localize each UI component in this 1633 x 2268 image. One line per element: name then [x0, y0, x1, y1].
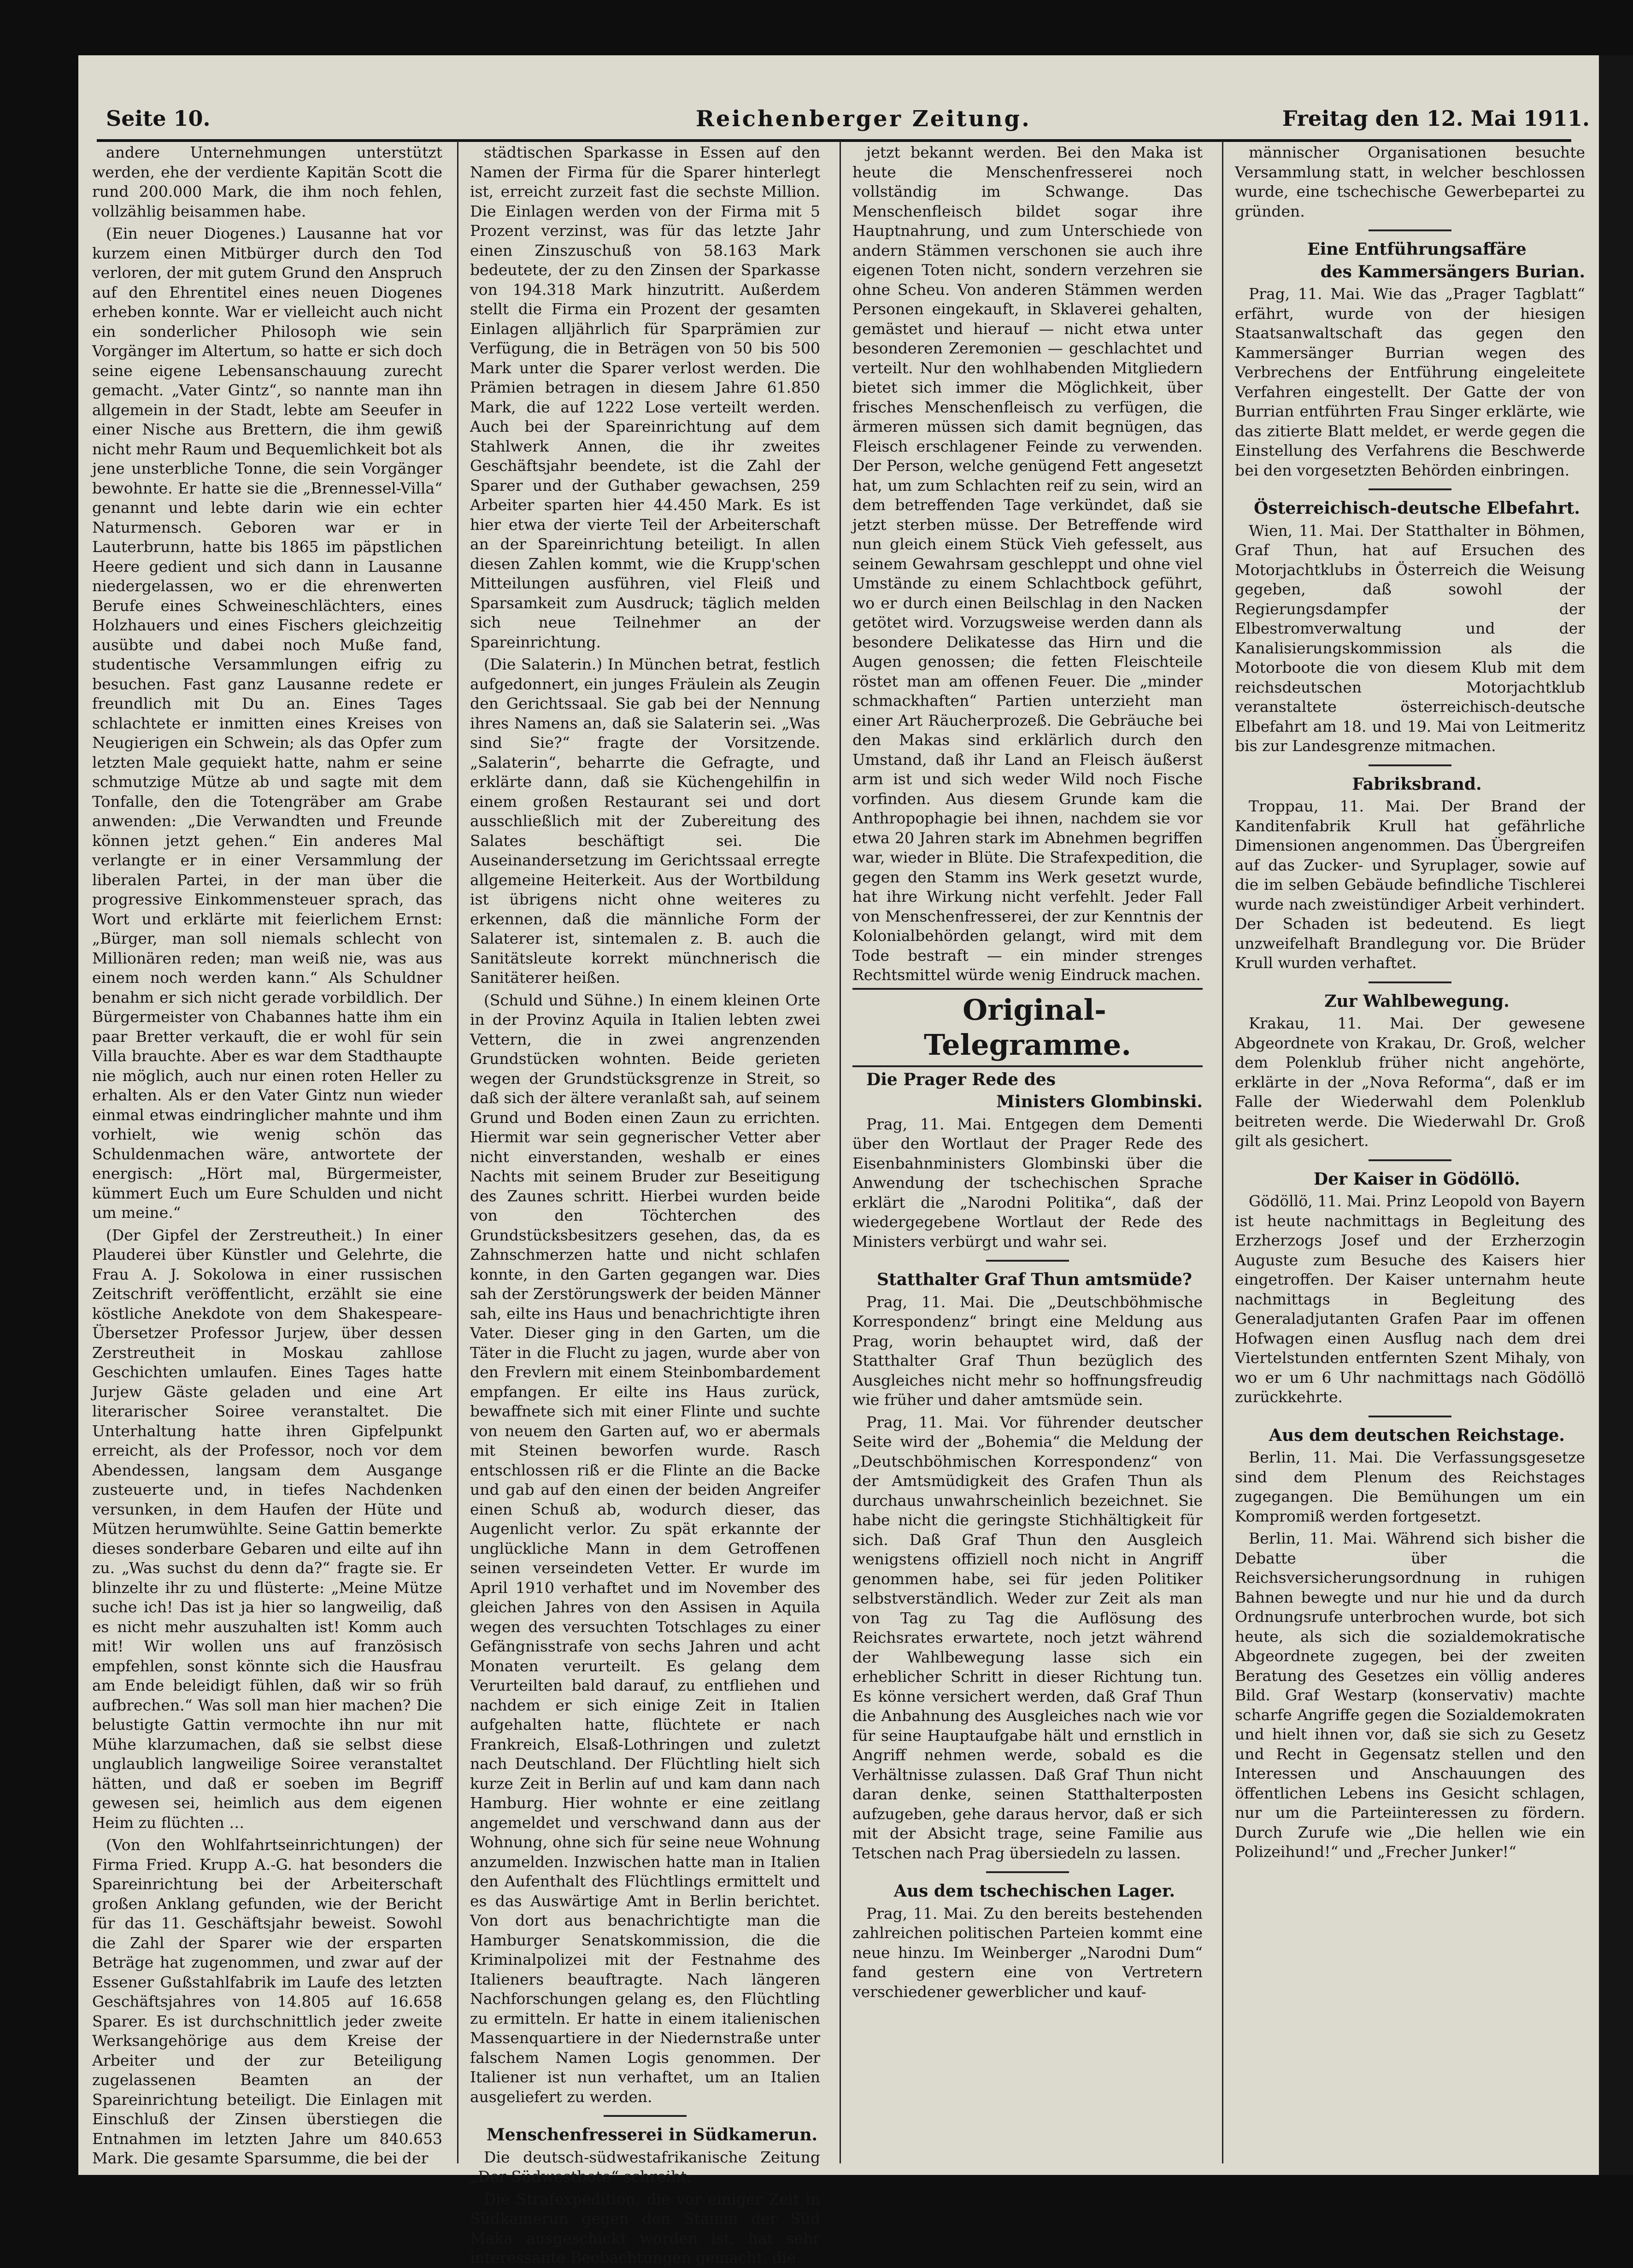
- newspaper-page: [78, 55, 1599, 2267]
- headline-prager-rede: Die Prager Rede des: [866, 1069, 1056, 1089]
- article-paragraph: andere Unternehmungen unterstützt werden, ehe der verdiente Kapitän Scott die rund 200.000 Mark, die ihm noch fehlen, vollzählig beisammen habe.: [92, 143, 442, 220]
- headline-kaiser: Der Kaiser in Gödöllö.: [1313, 1169, 1521, 1189]
- separator: [604, 2115, 687, 2117]
- article-paragraph: Prag, 11. Mai. Entgegen dem Dementi über den Wortlaut der Prager Rede des Eisenbahnministers Glombinski über die Anwendung der tschechischen Sprache erklärt die „Narodni Politika“, daß der wiedergegebene Wortlaut der Rede des Ministers verbürgt und wahr sei.: [852, 1115, 1203, 1251]
- separator: [986, 1260, 1069, 1262]
- article-paragraph: Die Strafexpedition, die vor einiger Zeit in Südkamerun gegen den Stamm der Süd Maka ausgeschickt worden ist, hat sehr interessante Beobachtungen gemacht, die: [470, 2190, 820, 2267]
- page-header: [97, 106, 1617, 143]
- article-paragraph: Berlin, 11. Mai. Während sich bisher die Debatte über die Reichsversicherungsordnung in ruhigen Bahnen bewegte und nur hie und da durch Ordnungsrufe unterbrochen wurde, bot sich heute, als sich die sozialdemokratische Abgeordnete zugegen, bei der zweiten Beratung des Gesetzes ein völlig anderes Bild. Graf Westarp (konservativ) machte scharfe Angriffe gegen die Sozialdemokraten und hielt ihnen vor, daß sie sich zu Gesetz und Recht in Gegensatz stellen und den Interessen und Anschauungen des öffentlichen Lebens ins Gesicht schlagen, nur um die Parteiinteressen zu fördern. Durch Zurufe wie „Die hellen wie ein Polizeihund!“ und „Frecher Junker!“: [1235, 1529, 1585, 1861]
- separator: [1369, 981, 1451, 983]
- headline-menschenfresserei: Menschenfresserei in Südkamerun.: [486, 2125, 818, 2145]
- column-divider: [1222, 141, 1223, 2163]
- article-paragraph: Krakau, 11. Mai. Der gewesene Abgeordnete von Krakau, Dr. Groß, welcher dem Polenklub früher nicht angehörte, erklärte in der „Nova Reforma“, daß er im Falle der Wiederwahl dem Polenklub beitreten werde. Die Wiederwahl Dr. Groß gilt als gesichert.: [1235, 1014, 1585, 1150]
- separator: [1369, 764, 1451, 766]
- column-2: [470, 143, 820, 2267]
- article-paragraph: Berlin, 11. Mai. Die Verfassungsgesetze sind dem Plenum des Reichstages zugegangen. Die Bemühungen um ein Kompromiß werden fortgesetzt.: [1235, 1448, 1585, 1525]
- article-diogenes: (Ein neuer Diogenes.) Lausanne hat vor kurzem einen Mitbürger durch den Tod verloren, der mit gutem Grund den Anspruch auf den Ehrentitel eines neuen Diogenes erheben konnte. War er vielleicht auch nicht ein sonderlicher Philosoph wie sein Vorgänger im Altertum, so hatte er sich doch seine eigene Lebensanschauung zurecht gemacht. „Vater Gintz“, so nannte man ihn allgemein in der Stadt, lebte am Seeufer in einer Nische aus Brettern, die ihm gewiß nicht mehr Raum und Bequemlichkeit bot als jene unsterbliche Tonne, die sein Vorgänger bewohnte. Er hatte sie die „Brennessel-Villa“ genannt und lebte darin wie ein echter Naturmensch. Geboren war er in Lauterbrunn, hatte bis 1865 im päpstlichen Heere gedient und sich dann in Lausanne niedergelassen, wo er die ehrenwerten Berufe eines Schweineschlächters, eines Holzhauers und eines Fischers gleichzeitig ausübte und dabei noch Muße fand, studentische Versammlungen eifrig zu besuchen. Fast ganz Lausanne redete er freundlich mit Du an. Eines Tages schlachtete er inmitten eines Kreises von Neugierigen ein Schwein; als das Opfer zum letzten Male gequiekt hatte, nahm er seine schmutzige Mütze ab und sagte mit dem Tonfalle, den die Totengräber am Grabe anwenden: „Die Verwandten und Freunde können jetzt gehen.“ Ein anderes Mal verlangte er in einer Versammlung der liberalen Partei, in der man über die progressive Einkommensteuer sprach, das Wort und erklärte mit feierlichem Ernst: „Bürger, man soll niemals schlecht von Millionären reden; man weiß nie, was aus einem noch werden kann.“ Als Schuldner benahm er sich nicht gerade vorbildlich. Der Bürgermeister von Chabannes hatte ihm ein paar Bretter verkauft, die er wohl für sein Villa brauchte. Aber es war dem Stadthaupte nie möglich, auch nur einen roten Heller zu erhalten. Als er den Vater Gintz nun wieder einmal etwas eindringlicher mahnte und ihm vorhielt, wie wenig schön das Schuldenmachen wäre, antwortete der energisch: „Hört mal, Bürgermeister, kümmert Euch um Eure Schulden und nicht um meine.“: [92, 224, 442, 1222]
- newspaper-title: Reichenberger Zeitung.: [696, 106, 1031, 132]
- headline-entfuehrung: Eine Entführungsaffäre: [1307, 240, 1527, 259]
- article-paragraph: Troppau, 11. Mai. Der Brand der Kanditenfabrik Krull hat gefährliche Dimensionen angenommen. Das Übergreifen auf das Zucker- und Syruplager, sowie auf die im selben Gebäude befindliche Tischlerei wurde nach zweistündiger Arbeit verhindert. Der Schaden ist bedeutend. Es liegt unzweifelhaft Brandlegung vor. Die Brüder Krull wurden verhaftet.: [1235, 797, 1585, 972]
- article-paragraph: Gödöllö, 11. Mai. Prinz Leopold von Bayern ist heute nachmittags in Begleitung des Erzherzogs Josef und der Erzherzogin Auguste zum Besuche des Kaisers hier eingetroffen. Der Kaiser unternahm heute nachmittags in Begleitung des Generaladjutanten Grafen Paar im offenen Hofwagen einen Ausflug nach dem drei Viertelstunden entfernten Szent Mihaly, von wo er um 6 Uhr nachmittags nach Gödöllö zurückkehrte.: [1235, 1192, 1585, 1406]
- article-paragraph: Prag, 11. Mai. Zu den bereits bestehenden zahlreichen politischen Parteien kommt eine neue hinzu. Im Weinberger „Narodni Dum“ fand gestern eine von Vertretern verschiedener gewerblicher und kauf-: [852, 1904, 1203, 2001]
- article-paragraph: Die deutsch-südwestafrikanische Zeitung „Der Südwestbote“ schreibt:: [470, 2148, 820, 2186]
- article-salaterin: (Die Salaterin.) In München betrat, festlich aufgedonnert, ein junges Fräulein als Zeugin den Gerichtssaal. Sie gab bei der Nennung ihres Namens an, daß sie Salaterin sei. „Was sind Sie?“ fragte der Vorsitzende. „Salaterin“, beharrte die Gefragte, und erklärte dann, daß sie Küchengehilfin in einem großen Restaurant sei und dort ausschließlich mit der Zubereitung des Salates beschäftigt sei. Die Auseinandersetzung im Gerichtssaal erregte allgemeine Heiterkeit. Aus der Wortbildung ist übrigens nicht ohne weiteres zu erkennen, daß die männliche Form der Salaterer ist, sintemalen z. B. auch die Sanitätsleute korrekt münchnerisch die Sanitäterer heißen.: [470, 655, 820, 987]
- separator: [1369, 229, 1451, 231]
- headline-reichstag: Aus dem deutschen Reichstage.: [1269, 1425, 1565, 1445]
- page-number: Seite 10.: [106, 106, 211, 131]
- column-3: [852, 143, 1203, 2161]
- article-paragraph: männischer Organisationen besuchte Versammlung statt, in welcher beschlossen wurde, eine tschechische Gewerbepartei zu gründen.: [1235, 143, 1585, 220]
- headline-statthalter: Statthalter Graf Thun amtsmüde?: [876, 1270, 1192, 1289]
- section-heading-telegrams: Original-Telegramme.: [852, 988, 1203, 1067]
- article-paragraph: städtischen Sparkasse in Essen auf den Namen der Firma für die Sparer hinterlegt ist, erreicht zurzeit fast die sechste Million. Die Einlagen werden von der Firma mit 5 Prozent verzinst, was für das letzte Jahr einen Zinszuschuß von 58.163 Mark bedeutete, der zu den Zinsen der Sparkasse von 194.318 Mark hinzutritt. Außerdem stellt die Firma ein Prozent der gesamten Einlagen alljährlich für Sparprämien zur Verfügung, die in Beträgen von 50 bis 500 Mark unter die Sparer verlost werden. Die Prämien betragen in diesem Jahre 61.850 Mark, die auf 1222 Lose verteilt werden. Auch bei der Spareinrichtung auf dem Stahlwerk Annen, die ihr zweites Geschäftsjahr beendete, ist die Zahl der Sparer und der Guthaber gewachsen, 259 Arbeiter sparten hier 44.450 Mark. Es ist hier etwa der vierte Teil der Arbeiterschaft an der Spareinrichtung beteiligt. In allen diesen Zahlen kommt, wie die Krupp'schen Mitteilungen ausführen, viel Fleiß und Sparsamkeit zum Ausdruck; täglich melden sich neue Teilnehmer an der Spareinrichtung.: [470, 143, 820, 651]
- separator: [1369, 1159, 1451, 1161]
- article-paragraph: Prag, 11. Mai. Vor führender deutscher Seite wird der „Bohemia“ die Meldung der „Deutschböhmischen Korrespondenz“ von der Amtsmüdigkeit des Grafen Thun als durchaus unwahrscheinlich bezeichnet. Sie habe nicht die geringste Stichhältigkeit für sich. Daß Graf Thun den Ausgleich wenigstens offiziell noch nicht in Angriff genommen habe, sei für jeden Politiker selbstverständlich. Weder zur Zeit als man von Tag zu Tag die Auflösung des Reichsrates erwartete, noch jetzt während der Wahlbewegung lasse sich ein erheblicher Schritt in dieser Richtung tun. Es könne versichert werden, daß Graf Thun die Anbahnung des Ausgleiches nach wie vor für seine Hauptaufgabe hält und ernstlich in Angriff nehmen werde, sobald es die Verhältnisse zulassen. Daß Graf Thun nicht daran denke, seinen Statthalterposten aufzugeben, gehe daraus hervor, daß er sich mit der Absicht trage, seine Familie aus Tetschen nach Prag übersiedeln zu lassen.: [852, 1413, 1203, 1862]
- column-divider: [457, 141, 458, 2163]
- headline-fabriksbrand: Fabriksbrand.: [1352, 774, 1482, 794]
- article-paragraph: Prag, 11. Mai. Wie das „Prager Tagblatt“ erfährt, wurde von der hiesigen Staatsanwaltschaft das gegen den Kammersänger Burrian wegen des Verbrechens der Entführung eingeleitete Verfahren eingestellt. Der Gatte der von Burrian entführten Frau Singer erklärte, wie das zitierte Blatt meldet, er werde gegen die Einstellung des Verfahrens die Beschwerde bei den vorgesetzten Behörden einbringen.: [1235, 285, 1585, 479]
- headline-prager-rede-sub: Ministers Glombinski.: [996, 1092, 1203, 1111]
- separator: [1369, 1416, 1451, 1417]
- article-wohlfahrt: (Von den Wohlfahrtseinrichtungen) der Firma Fried. Krupp A.-G. hat besonders die Spareinrichtung bei der Arbeiterschaft großen Anklang gefunden, wie der Bericht für das 11. Geschäftsjahr beweist. Sowohl die Zahl der Sparer wie der ersparten Beträge hat zugenommen, und zwar auf der Essener Gußstahlfabrik im Laufe des letzten Geschäftsjahres von 14.805 auf 16.658 Sparer. Es ist durchschnittlich jeder zweite Werksangehörige aus dem Kreise der Arbeiter und der zur Beteiligung zugelassenen Beamten an der Spareinrichtung beteiligt. Die Einlagen mit Einschluß der Zinsen überstiegen die Entnahmen im letzten Jahre um 840.653 Mark. Die gesamte Sparsumme, die bei der: [92, 1836, 442, 2167]
- headline-elbefahrt: Österreichisch-deutsche Elbefahrt.: [1254, 499, 1580, 518]
- column-1: [92, 143, 442, 2167]
- article-paragraph: Wien, 11. Mai. Der Statthalter in Böhmen, Graf Thun, hat auf Ersuchen des Motorjachtklubs in Österreich die Weisung gegeben, daß sowohl der Regierungsdampfer der Elbestromverwaltung und der Kanalisierungskommission als die Motorboote die von diesem Klub mit dem reichsdeutschen Motorjachtklub veranstaltete österreichisch-deutsche Elbefahrt am 18. und 19. Mai von Leitmeritz bis zur Landesgrenze mitmachen.: [1235, 521, 1585, 755]
- separator: [1369, 488, 1451, 490]
- article-schuld-suehne: (Schuld und Sühne.) In einem kleinen Orte in der Provinz Aquila in Italien lebten zwei Vettern, die in zwei angrenzenden Grundstücken wohnten. Beide gerieten wegen der Grundstücksgrenze in Streit, so daß sich der ältere veranlaßt sah, auf seinem Grund und Boden einen Zaun zu errichten. Hiermit war sein gegnerischer Vetter aber nicht einverstanden, weshalb er eines Nachts mit seinem Bruder zur Beseitigung des Zaunes schritt. Hierbei wurden beide von den Töchterchen des Grundstücksbesitzers gesehen, das, da es Zahnschmerzen hatte und nicht schlafen konnte, in den Garten gegangen war. Dies sah der Zerstörungswerk der beiden Männer sah, eilte ins Haus und benachrichtigte ihren Vater. Dieser ging in den Garten, um die Täter in die Flucht zu jagen, wurde aber von den Frevlern mit einem Steinbombardement empfangen. Er eilte ins Haus zurück, bewaffnete sich mit einer Flinte und suchte von neuem den Garten auf, wo er abermals mit Steinen beworfen wurde. Rasch entschlossen riß er die Flinte an die Backe und gab auf den einen der beiden Angreifer einen Schuß ab, wodurch dieser, das Augenlicht verlor. Zu spät erkannte der unglückliche Mann in dem Getroffenen seinen verseindeten Vetter. Er wurde im April 1910 verhaftet und im November des gleichen Jahres von den Assisen in Aquila wegen des versuchten Totschlages zu einer Gefängnisstrafe von sechs Jahren und acht Monaten verurteilt. Es gelang dem Verurteilten bald darauf, zu entfliehen und nachdem er sich einige Zeit in Italien aufgehalten hatte, flüchtete er nach Frankreich, Elsaß-Lothringen und zuletzt nach Deutschland. Der Flüchtling hielt sich kurze Zeit in Berlin auf und kam dann nach Hamburg. Hier wohnte er eine zeitlang angemeldet und verschwand dann aus der Wohnung, ohne sich für seine neue Wohnung anzumelden. Inzwischen hatte man in Italien den Aufenthalt des Flüchtlings ermittelt und es das Auswärtige Amt in Berlin berichtet. Von dort aus benachrichtigte man die Hamburger Senatskommission, die die Kriminalpolizei mit der Festnahme des Italieners beauftragte. Nach längeren Nachforschungen gelang es, den Flüchtling zu ermitteln. Er hatte in einem italienischen Massenquartiere in der Niedernstraße unter falschem Namen Logis genommen. Der Italiener ist nun verhaftet, um an Italien ausgeliefert zu werden.: [470, 991, 820, 2106]
- column-4: [1235, 143, 1585, 2161]
- article-paragraph: jetzt bekannt werden. Bei den Maka ist heute die Menschenfresserei noch vollständig im Schwange. Das Menschenfleisch bildet sogar ihre Hauptnahrung, und zum Unterschiede von andern Stämmen verschonen sie auch ihre eigenen Toten nicht, sondern verzehren sie ohne Scheu. Von anderen Stämmen werden Personen eingekauft, in Sklaverei gehalten, gemästet und hierauf — nicht etwa unter besonderen Zeremonien — geschlachtet und verteilt. Nur den wohlhabenden Mitgliedern bietet sich immer die Möglichkeit, über frisches Menschenfleisch zu verfügen, die ärmeren müssen sich damit begnügen, das Fleisch erschlagener Feinde zu verwenden. Der Person, welche genügend Fett angesetzt hat, um zum Schlachten reif zu sein, wird an dem betreffenden Tage verkündet, daß sie jetzt sterben müsse. Der Betreffende wird nun gleich einem Stück Vieh gefesselt, aus seinem Gewahrsam geschleppt und ohne viel Umstände zu einem Schlachtbock geführt, wo er durch einen Beilschlag in den Nacken getötet wird. Vorzugsweise werden dann als besondere Delikatesse das Hirn und die Augen genossen; die fetten Fleischteile röstet man am offenen Feuer. Die „minder schmackhaften“ Partien unterzieht man einer Art Räucherprozeß. Die Gebräuche bei den Makas sind erklärlich durch den Umstand, daß ihr Land an Fleisch äußerst arm ist und sich weder Wild noch Fische vorfinden. Aus diesem Grunde kam die Anthropophagie bei ihnen, nachdem sie vor etwa 20 Jahren stark im Abnehmen begriffen war, wieder in Blüte. Die Strafexpedition, die gegen den Stamm ins Werk gesetzt wurde, hat ihre Wirkung nicht verfehlt. Jeder Fall von Menschenfresserei, der zur Kenntnis der Kolonialbehörden gelangt, wird mit dem Tode bestraft — ein minder strenges Rechtsmittel würde wenig Eindruck machen.: [852, 143, 1203, 984]
- header-rule: [97, 139, 1571, 142]
- article-zerstreutheit: (Der Gipfel der Zerstreutheit.) In einer Plauderei über Künstler und Gelehrte, die Frau A. J. Sokolowa in einer russischen Zeitschrift veröffentlicht, erzählt sie eine köstliche Anekdote von dem Shakespeare-Übersetzer Professor Jurjew, über dessen Zerstreutheit in Moskau zahllose Geschichten umlaufen. Eines Tages hatte Jurjew Gäste geladen und eine Art literarischer Soiree veranstaltet. Die Unterhaltung hatte ihren Gipfelpunkt erreicht, als der Professor, noch vor dem Abendessen, langsam dem Ausgange zusteuerte und, in tiefes Nachdenken versunken, in dem Haufen der Hüte und Mützen herumwühlte. Seine Gattin bemerkte dieses sonderbare Gebaren und eilte auf ihn zu. „Was suchst du denn da?“ fragte sie. Er blinzelte ihr zu und flüsterte: „Meine Mütze suche ich! Das ist ja hier so langweilig, daß es nicht mehr auszuhalten ist! Komm auch mit! Wir wollen uns auf französisch empfehlen, sonst könnte sich die Hausfrau am Ende beleidigt fühlen, daß wir so früh aufbrechen.“ Was soll man hier machen? Die belustigte Gattin vermochte ihn nur mit Mühe klarzumachen, daß sie selbst diese unglaublich langweilige Soiree veranstaltet hätten, und daß er soeben im Begriff gewesen sei, heimlich aus dem eigenen Heim zu flüchten …: [92, 1226, 442, 1832]
- separator: [986, 1871, 1069, 1873]
- article-paragraph: Prag, 11. Mai. Die „Deutschböhmische Korrespondenz“ bringt eine Meldung aus Prag, worin behauptet wird, daß der Statthalter Graf Thun bezüglich des Ausgleiches nicht mehr so hoffnungsfreudig wie früher und daher amtsmüde sein.: [852, 1293, 1203, 1409]
- column-divider: [840, 141, 841, 2163]
- headline-wahlbewegung: Zur Wahlbewegung.: [1324, 991, 1510, 1011]
- scan-edge: [1599, 55, 1633, 2175]
- headline-entfuehrung-sub: des Kammersängers Burian.: [1320, 262, 1585, 282]
- issue-date: Freitag den 12. Mai 1911.: [1282, 106, 1590, 131]
- headline-tschechisches-lager: Aus dem tschechischen Lager.: [893, 1881, 1175, 1901]
